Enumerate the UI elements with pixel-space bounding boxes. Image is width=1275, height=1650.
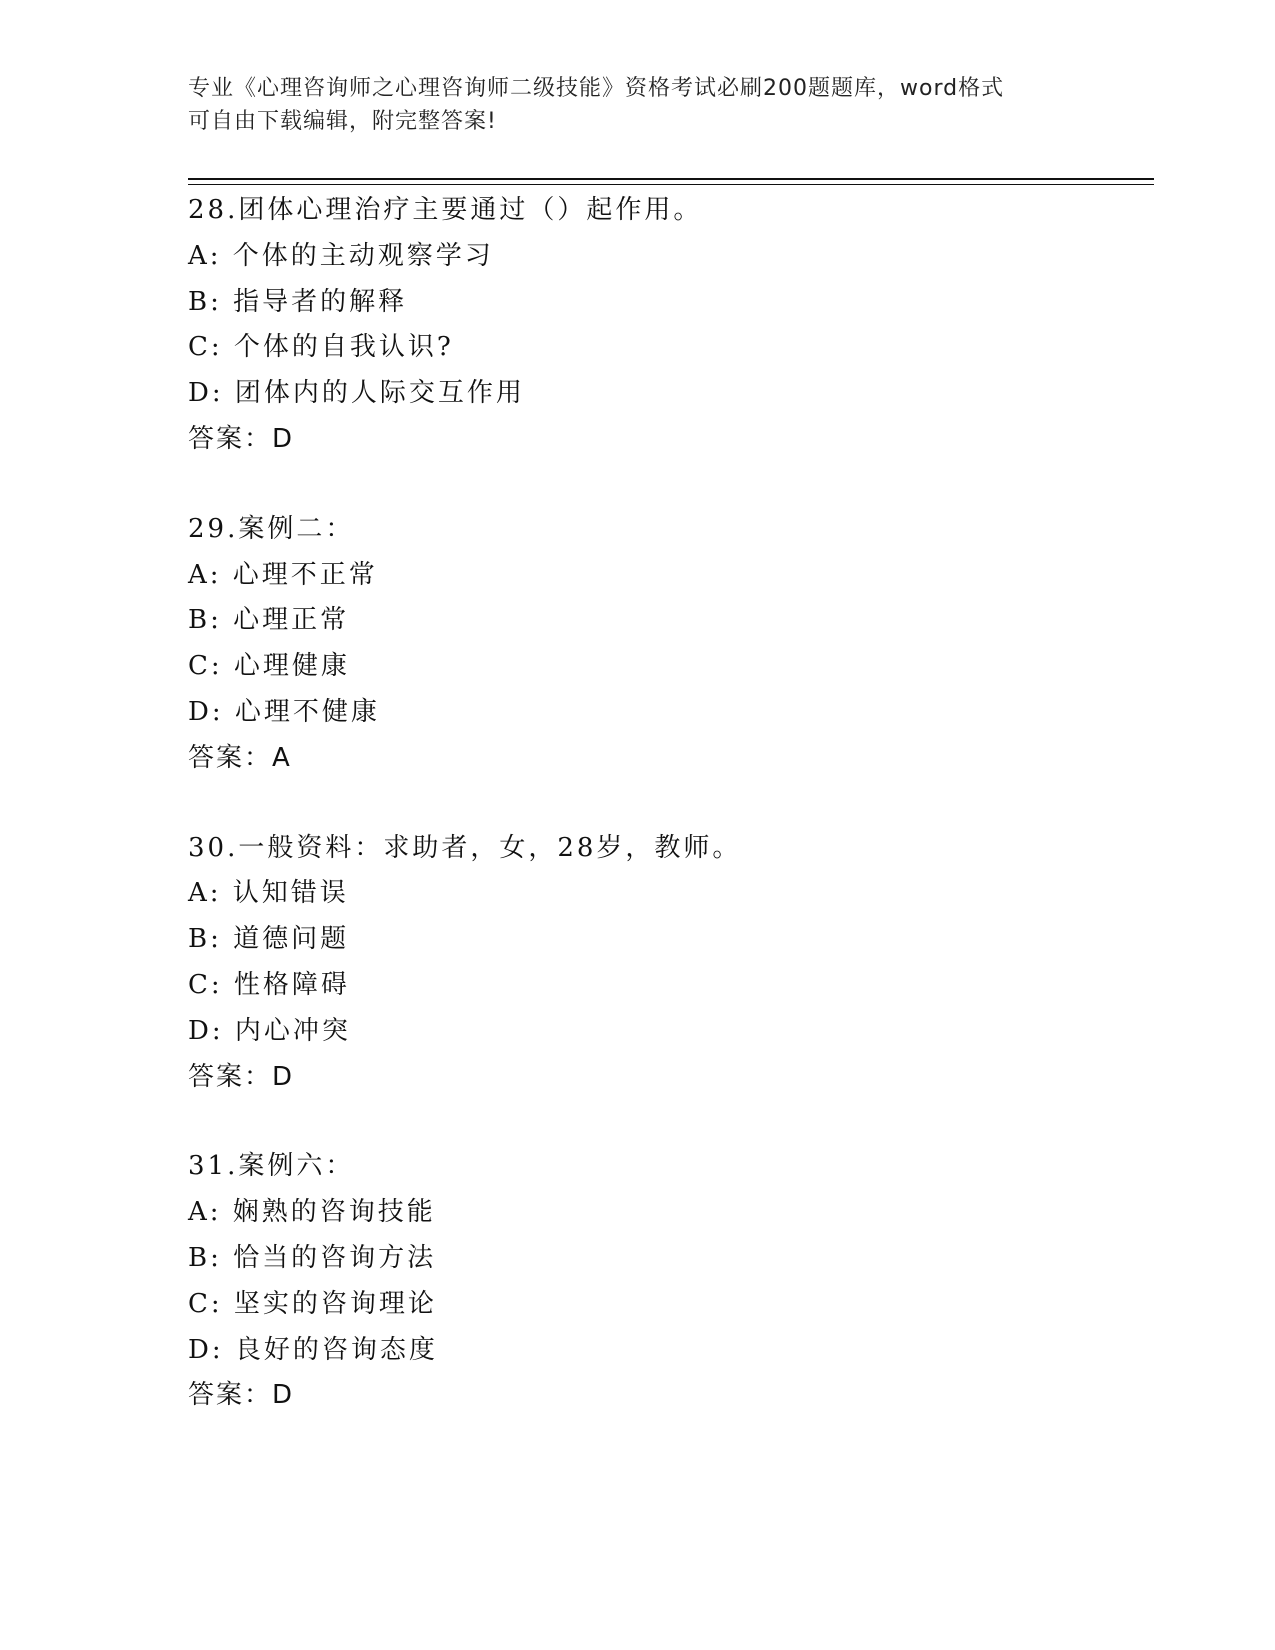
option-b: B: 指导者的解释 xyxy=(188,286,408,317)
option-d: D: 内心冲突 xyxy=(188,1015,351,1046)
question-stem: 29.案例二： xyxy=(188,513,355,544)
answer-line: 答案：D xyxy=(188,1380,295,1411)
header-divider-thin xyxy=(188,184,1154,185)
option-d: D: 良好的咨询态度 xyxy=(188,1334,438,1365)
question-29 xyxy=(188,507,1148,782)
answer-line: 答案：A xyxy=(188,742,292,773)
option-a: A: 娴熟的咨询技能 xyxy=(188,1197,436,1228)
option-a: A: 个体的主动观察学习 xyxy=(188,240,494,271)
question-stem: 31.案例六： xyxy=(188,1151,355,1182)
question-30 xyxy=(188,826,1148,1101)
option-b: B: 道德问题 xyxy=(188,924,350,955)
option-d: D: 团体内的人际交互作用 xyxy=(188,378,525,409)
answer-line: 答案：D xyxy=(188,1061,295,1092)
answer-line: 答案：D xyxy=(188,423,295,454)
option-c: C: 性格障碍 xyxy=(188,969,350,1000)
header-line-2: 可自由下载编辑，附完整答案! xyxy=(188,109,497,134)
document-header xyxy=(188,72,1088,138)
question-stem: 28.团体心理治疗主要通过（）起作用。 xyxy=(188,195,703,225)
option-c: C: 坚实的咨询理论 xyxy=(188,1288,437,1319)
option-a: A: 心理不正常 xyxy=(188,559,378,590)
option-c: C: 个体的自我认识? xyxy=(188,332,454,363)
question-list xyxy=(188,188,1148,1463)
option-c: C: 心理健康 xyxy=(188,651,350,682)
question-28 xyxy=(188,188,1148,463)
option-b: B: 恰当的咨询方法 xyxy=(188,1242,437,1273)
option-d: D: 心理不健康 xyxy=(188,696,380,727)
question-stem: 30.一般资料：求助者，女，28岁，教师。 xyxy=(188,832,742,863)
header-divider-thick xyxy=(188,178,1154,180)
option-b: B: 心理正常 xyxy=(188,605,350,636)
option-a: A: 认知错误 xyxy=(188,878,349,909)
header-line-1: 专业《心理咨询师之心理咨询师二级技能》资格考试必刷200题题库，word格式 xyxy=(188,76,1005,101)
question-31 xyxy=(188,1144,1148,1419)
